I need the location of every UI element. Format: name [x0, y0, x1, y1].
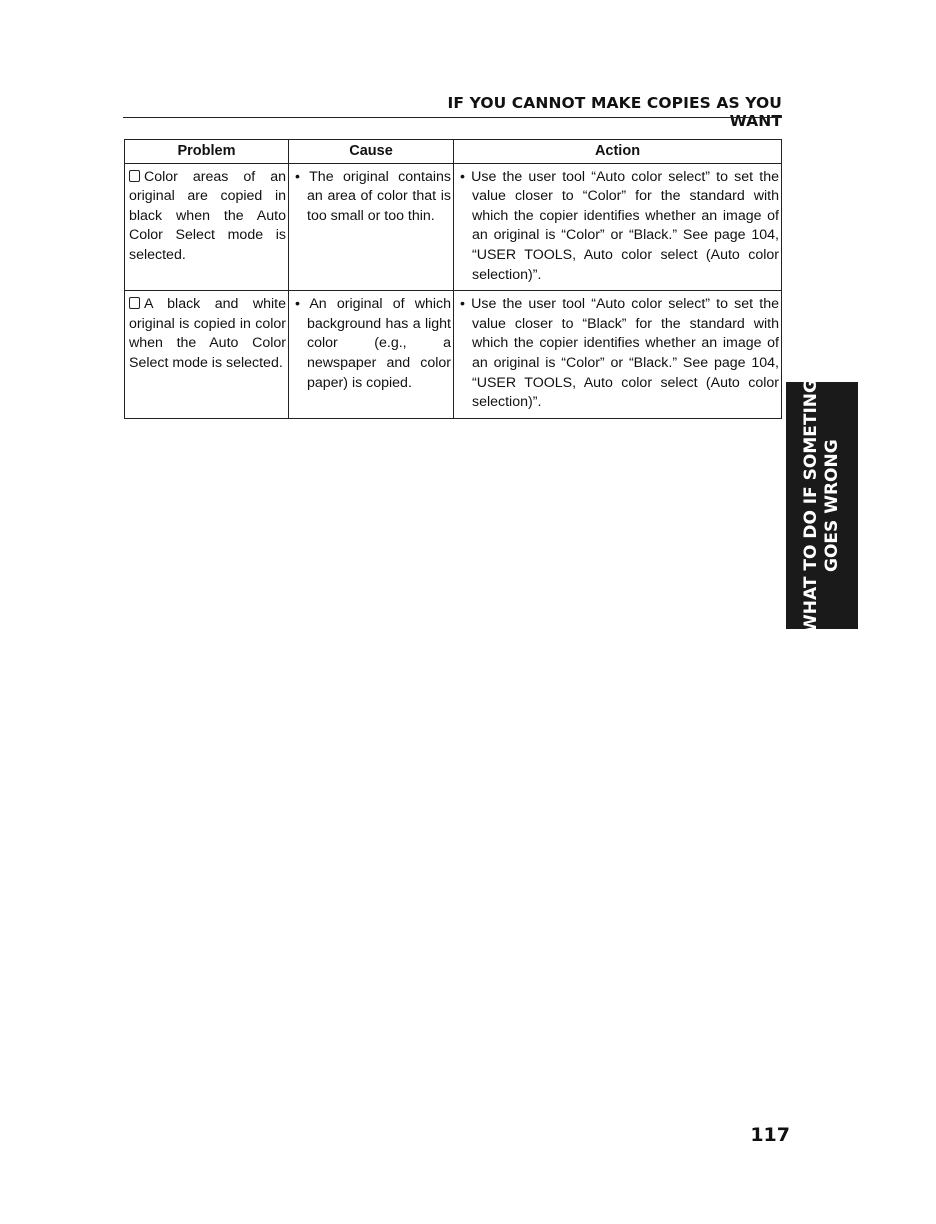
- checkbox-square-icon: [129, 297, 140, 309]
- side-tab-line-2: GOES WRONG: [822, 439, 842, 572]
- page-number: 117: [750, 1124, 790, 1146]
- problem-cell: [125, 163, 289, 291]
- table-row: [125, 163, 782, 291]
- cause-text: The original contains an area of color that is too small or too thin.: [307, 168, 452, 224]
- page-header-title: IF YOU CANNOT MAKE COPIES AS YOU WANT: [447, 94, 782, 130]
- action-cell: • Use the user tool “Auto color select” to set the value closer to “Black” for the standard with which the copier identifies whether an image of an original is “Color” or “Black.” See page 104, “USER TOOLS, Auto color select (Auto color selection)”.: [454, 291, 782, 419]
- table-header-row: [125, 140, 782, 164]
- action-cell: • Use the user tool “Auto color select” to set the value closer to “Color” for the standard with which the copier identifies whether an image of an original is “Color” or “Black.” See page 104, “USER TOOLS, Auto color select (Auto color selection)”.: [454, 163, 782, 291]
- chapter-side-tab-label: [801, 379, 843, 633]
- header-rule: [123, 117, 782, 118]
- side-tab-line-1: WHAT TO DO IF SOMETING: [801, 378, 821, 633]
- cause-text: An original of which background has a light color (e.g., a newspaper and color paper) is copied.: [307, 296, 451, 391]
- chapter-side-tab: [786, 378, 858, 633]
- cause-cell: • The original contains an area of color that is too small or too thin.: [289, 163, 454, 291]
- column-header-problem: Problem: [125, 140, 289, 164]
- checkbox-square-icon: [129, 170, 140, 182]
- problem-text: A black and white original is copied in color when the Auto Color Select mode is selected.: [129, 296, 286, 371]
- action-text: Use the user tool “Auto color select” to set the value closer to “Black” for the standard with which the copier identifies whether an image of an original is “Color” or “Black.” See page 104, “USER TOOLS, Auto color select (Auto color selection)”.: [471, 296, 779, 411]
- column-header-cause: Cause: [289, 140, 454, 164]
- troubleshooting-table: [124, 139, 782, 419]
- problem-text: Color areas of an original are copied in black when the Auto Color Select mode is selected.: [129, 168, 286, 263]
- table-row: [125, 291, 782, 419]
- action-text: Use the user tool “Auto color select” to set the value closer to “Color” for the standard with which the copier identifies whether an image of an original is “Color” or “Black.” See page 104, “USER TOOLS, Auto color select (Auto color selection)”.: [471, 168, 779, 283]
- column-header-action: Action: [454, 140, 782, 164]
- problem-cell: [125, 291, 289, 419]
- cause-cell: • An original of which background has a light color (e.g., a newspaper and color paper) is copied.: [289, 291, 454, 419]
